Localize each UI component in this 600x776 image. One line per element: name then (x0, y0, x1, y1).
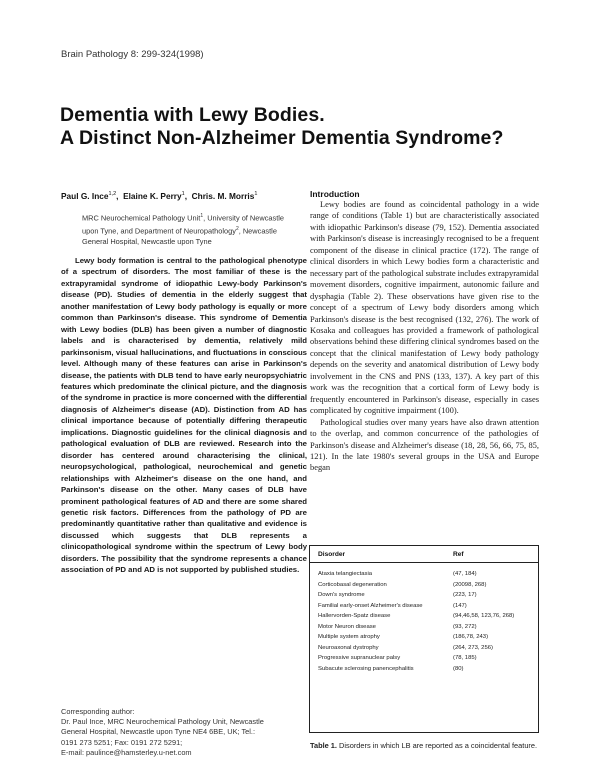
introduction-heading: Introduction (310, 189, 360, 199)
title-line-1: Dementia with Lewy Bodies. (60, 104, 325, 126)
journal-citation: Brain Pathology 8: 299-324(1998) (61, 49, 204, 60)
table-caption-text: Disorders in which LB are reported as a coincidental feature. (339, 741, 538, 750)
table-row: Motor Neuron disease (93, 272) (318, 623, 477, 630)
table-row: Neuroaxonal dystrophy (264, 273, 256) (318, 644, 493, 651)
author-name: Chris. M. Morris (191, 191, 255, 201)
table-row: Corticobasal degeneration (20098, 268) (318, 581, 487, 588)
corresponding-label: Corresponding author: (61, 707, 135, 716)
table-row: Ataxia telangiectasia (47, 184) (318, 571, 477, 577)
author-affiliation-marker: 1 (254, 191, 258, 198)
article-title (60, 104, 560, 150)
introduction-paragraph: Pathological studies over many years have also drawn attention to the overlap, and common concurrence of the pathologies of Parkinson's disease and Alzheimer's disease (18, 28, 56, 66, 75, 85, 121). In the late 1980's several groups in the USA and Europe began (310, 416, 539, 473)
table-row: Familial early-onset Alzheimer's disease (147) (318, 602, 467, 609)
author-name: Paul G. Ince (61, 191, 109, 201)
introduction-body (310, 199, 539, 474)
table-header-disorder: Disorder (318, 551, 346, 558)
abstract: Lewy body formation is central to the pathological phenotype of a spectrum of disorders. The most familiar of these is the extrapyramidal syndrome of idiopathic Lewy-body Parkinson's disease (PD). Studies of dementia in the elderly suggest that another manifestation of Lewy body pathology is equally or more common than Parkinson's disease. This syndrome of Dementia with Lewy bodies (DLB) has been given a number of diagnostic labels and is characterised by dementia, relatively mild parkinsonism, visual hallucinations, and fluctuations in conscious level. Although many of these features can arise in Parkinson's disease, the patients with DLB tend to have early neuropsychiatric features which predominate the clinical picture, and the diagnosis of the syndrome in practice is more concerned with the differential diagnosis of Alzheimer's disease (AD). Distinction from AD has clinical importance because of potentially differing therapeutic implications. Diagnostic guidelines for the clinical diagnosis and pathological evaluation of DLB are reviewed. Research into the disorder has centered around characterising the clinical, neuropsychological, pathological, neurochemical and genetic relationships with Alzheimer's disease on the one hand, and Parkinson's disease on the other. Many cases of DLB have prominent pathological features of AD and there are some shared genetic risk factors. Differences from the pathology of PD are predominantly quantitative rather than qualitative and evidence is discussed which suggests that DLB represents a clinicopathological syndrome within the spectrum of Lewy body disorders. The possibility that the syndrome represents a chance association of PD and AD is not supported by published studies. (61, 256, 307, 575)
table-1 (309, 545, 539, 733)
author-list: Paul G. Ince$^{1,2}$, Elaine K. Perry$^1$, Chris. M. Morris$^1$ (61, 191, 258, 201)
table-row: Down's syndrome (223, 17) (318, 592, 477, 598)
corresponding-email: E-mail: paulince@hamsterley.u-net.com (61, 747, 192, 757)
introduction-paragraph: Lewy bodies are found as coincidental pathology in a wide range of conditions (Table 1) but are characteristically associated with idiopathic Parkinson's disease (79, 152). Dementia associated with Parkinson's disease is increasingly recognised to be a frequent component of the disease in clinical practice (172). The range of clinical disorders in which Lewy bodies form a characteristic and necessary part of the pathological substrate includes extrapyramidal movement disorders, cognitive impairment, autonomic failure and dysphagia (Table 2). These observations have given rise to the concept of a spectrum of Lewy body disorders among which Parkinson's disease is the best recognised (132, 276). The work of Kosaka and colleagues has provided a framework of pathological observations behind these differing clinical syndromes based on the concept that the clinical manifestation of Lewy body pathology depends on the severity and anatomical distribution of Lewy body involvement in the CNS and PNS (133, 137). A key part of this work was the recognition that a cortical form of Lewy body is frequently encountered in Parkinson's disease, especially in cases complicated by cognitive impairment (100). (310, 199, 539, 416)
table-header-ref: Ref (453, 551, 464, 558)
corresponding-address-line: Dr. Paul Ince, MRC Neurochemical Pathology Unit, Newcastle (61, 717, 264, 727)
table-row: Hallervorden-Spatz disease (94,46,58, 123,76, 268) (318, 613, 515, 619)
title-line-2: A Distinct Non-Alzheimer Dementia Syndrome? (60, 127, 504, 149)
author-affiliation-marker: 1 (181, 191, 185, 198)
affiliation-line: General Hospital, Newcastle upon Tyne (82, 236, 212, 246)
table-header-row (310, 546, 538, 563)
affiliations (82, 211, 310, 247)
corresponding-address-line: General Hospital, Newcastle upon Tyne NE4 6BE, UK; Tel.: (61, 727, 256, 737)
table-caption-label: Table 1. (310, 741, 337, 750)
table-row: Progressive supranuclear palsy (78, 185) (318, 655, 477, 661)
corresponding-author (61, 707, 309, 758)
author-affiliation-marker: 1,2 (108, 191, 117, 198)
table-row: Subacute sclerosing panencephalitis (80) (318, 665, 464, 672)
table-caption (310, 741, 538, 751)
table-row: Multiple system atrophy (186,78, 243) (318, 634, 489, 640)
corresponding-contact-line: 0191 273 5251; Fax: 0191 272 5291; (61, 737, 183, 747)
affiliation-line: MRC Neurochemical Pathology Unit$^1$, University of Newcastle (82, 213, 285, 223)
affiliation-line: upon Tyne, and Department of Neuropathology$^2$, Newcastle (82, 225, 277, 236)
author-name: Elaine K. Perry (123, 191, 182, 201)
